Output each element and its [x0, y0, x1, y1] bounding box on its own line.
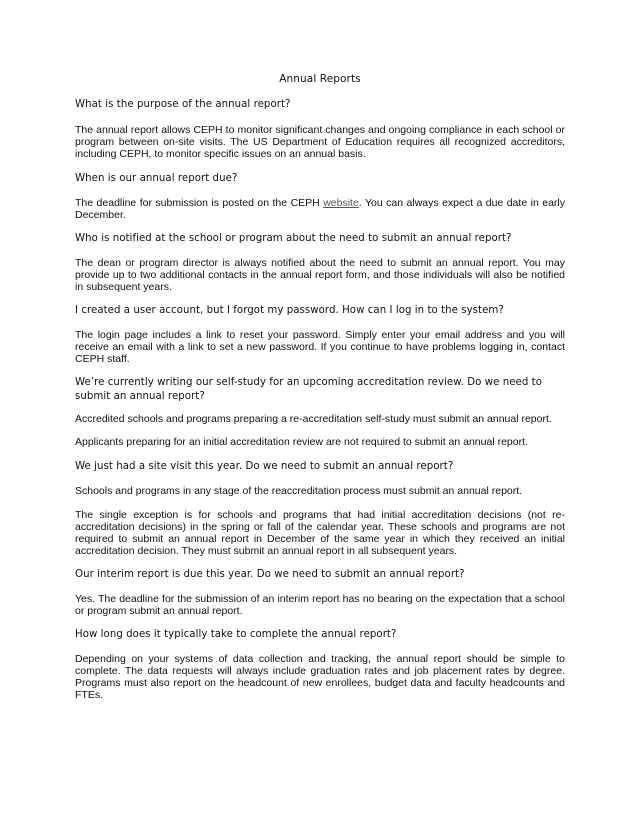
- answer-due-date-text-end: . You can always expect a due date in early December.: [75, 197, 565, 221]
- answer-duration: Depending on your systems of data collection and tracking, the annual report should be simple to complete. The data requests will always include graduation rates and job placement rates by degree. Programs must also report on the headcount of new enrollees, budget data and faculty headcounts and FTEs.: [75, 653, 565, 701]
- question-duration: How long does it typically take to complete the annual report?: [75, 629, 397, 640]
- answer-due-date: [75, 197, 565, 221]
- question-site-visit: We just had a site visit this year. Do we need to submit an annual report?: [75, 461, 454, 472]
- website-link[interactable]: website: [323, 197, 359, 209]
- answer-site-visit-exception: The single exception is for schools and programs that had initial accreditation decisions (not re-accreditation decisions) in the spring or fall of the calendar year. These schools and programs are not required to submit an annual report in December of the same year in which they received an initial accreditation decision. They must submit an annual report in all subsequent years.: [75, 509, 565, 557]
- answer-due-date-text-start: The deadline for submission is posted on the CEPH: [75, 197, 324, 209]
- answer-password: The login page includes a link to reset your password. Simply enter your email address and you will receive an email with a link to set a new password. If you continue to have problems logging in, contact CEPH staff.: [75, 329, 565, 365]
- answer-self-study-applicants: Applicants preparing for an initial accreditation review are not required to submit an annual report.: [75, 436, 528, 448]
- answer-self-study-accredited: Accredited schools and programs preparing a re-accreditation self-study must submit an annual report.: [75, 413, 552, 425]
- answer-purpose: The annual report allows CEPH to monitor significant changes and ongoing compliance in each school or program between on-site visits. The US Department of Education requires all recognized accreditors, including CEPH, to monitor specific issues on an annual basis.: [75, 124, 565, 160]
- question-due-date: When is our annual report due?: [75, 173, 238, 184]
- answer-interim-report: Yes. The deadline for the submission of an interim report has no bearing on the expectation that a school or program submit an annual report.: [75, 593, 565, 617]
- question-password: I created a user account, but I forgot my password. How can I log in to the system?: [75, 305, 504, 316]
- question-self-study: We’re currently writing our self-study for an upcoming accreditation review. Do we need to submit an annual report?: [75, 377, 542, 402]
- document-title: Annual Reports: [279, 73, 361, 85]
- answer-site-visit-stage: Schools and programs in any stage of the reaccreditation process must submit an annual report.: [75, 485, 523, 497]
- answer-notification: The dean or program director is always notified about the need to submit an annual report. You may provide up to two additional contacts in the annual report form, and those individuals will also be notified in subsequent years.: [75, 257, 565, 293]
- question-purpose: What is the purpose of the annual report?: [75, 99, 291, 110]
- question-notification: Who is notified at the school or program about the need to submit an annual report?: [75, 233, 512, 244]
- question-interim-report: Our interim report is due this year. Do we need to submit an annual report?: [75, 569, 465, 580]
